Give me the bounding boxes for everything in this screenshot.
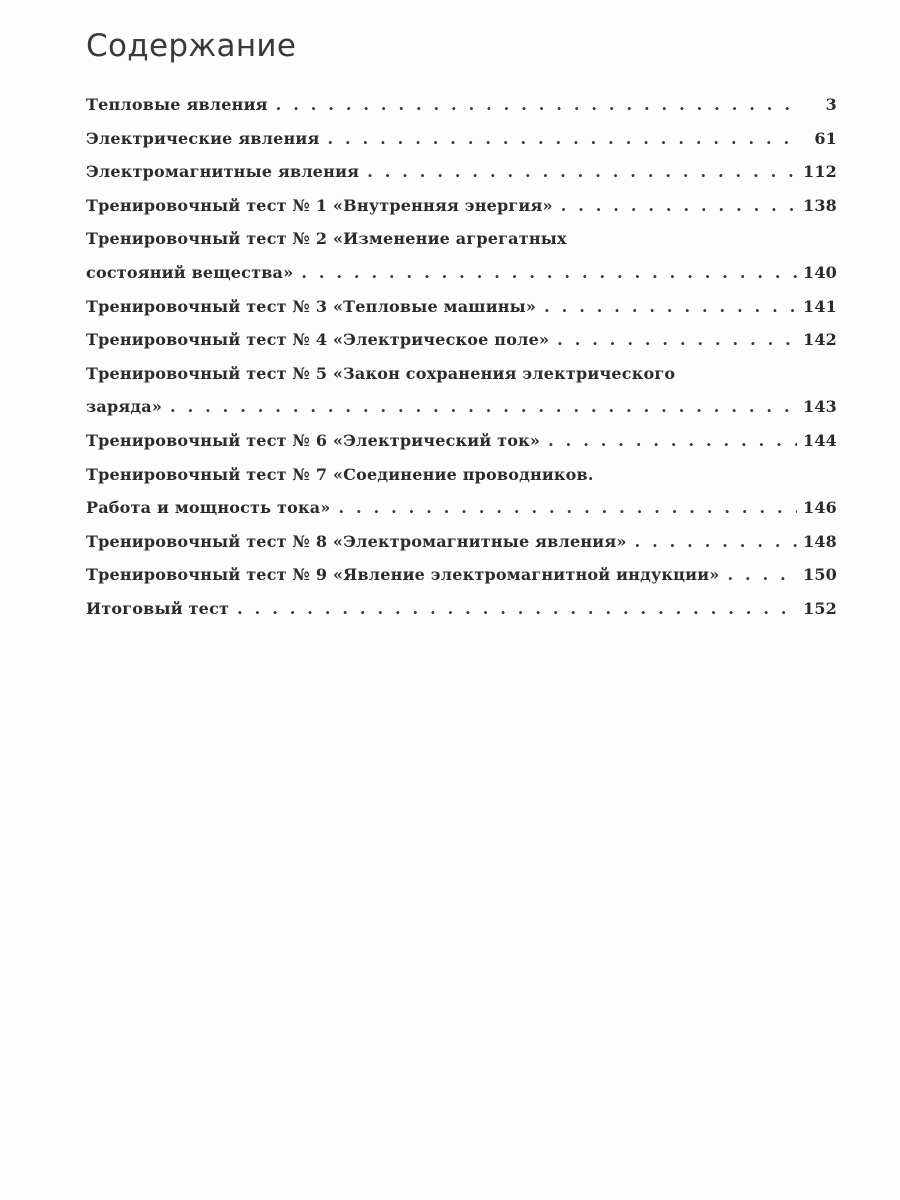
toc-entry-line-first (86, 357, 837, 391)
toc-entry-line (86, 290, 837, 324)
dot-leader (301, 256, 797, 290)
toc-page-number: 112 (803, 162, 837, 182)
dot-leader (548, 424, 797, 458)
toc-entry-title: Итоговый тест (86, 598, 230, 618)
dot-leader (276, 88, 801, 122)
toc-entry-title: Электрические явления (86, 128, 320, 148)
toc-entry-title: Тренировочный тест № 5 «Закон сохранения электрического (86, 363, 676, 383)
dot-leader (339, 491, 798, 525)
toc-entry (86, 290, 837, 324)
toc-entry-line (86, 88, 837, 122)
dot-leader (237, 592, 797, 626)
toc-entry-line (86, 558, 837, 592)
toc-entry-title-continued: Работа и мощность тока» (86, 498, 331, 518)
toc-entry-title: Тепловые явления (86, 95, 268, 114)
toc-page-number: 142 (803, 330, 837, 350)
toc-entry-line-first (86, 458, 837, 492)
toc-entry-title: Тренировочный тест № 2 «Изменение агрегатных (86, 229, 567, 249)
toc-entry (86, 88, 837, 122)
toc-entry-line (86, 189, 837, 223)
dot-leader (561, 189, 797, 223)
toc-entry (86, 458, 837, 525)
toc-entry (86, 323, 837, 357)
toc-page-number: 3 (825, 95, 837, 114)
page-title: Содержание (86, 28, 297, 64)
toc-entry-title-continued: заряда» (86, 397, 163, 417)
toc-page-number: 150 (803, 565, 837, 585)
toc-entry-line (86, 592, 837, 626)
dot-leader (557, 323, 797, 357)
toc-entry (86, 222, 837, 289)
toc-entry-line (86, 491, 837, 525)
toc-entry-title: Электромагнитные явления (86, 162, 360, 182)
toc-entry (86, 592, 837, 626)
toc-page-number: 61 (814, 128, 837, 148)
toc-entry-line (86, 390, 837, 424)
toc-entry (86, 424, 837, 458)
toc-entry (86, 525, 837, 559)
dot-leader (544, 290, 797, 324)
toc-entry (86, 357, 837, 424)
toc-entry-title-continued: состояний вещества» (86, 262, 294, 282)
toc-entry-line (86, 155, 837, 189)
toc-entry-line (86, 424, 837, 458)
toc-entry-line (86, 256, 837, 290)
dot-leader (728, 558, 797, 592)
toc-entry-line (86, 323, 837, 357)
table-of-contents (86, 88, 837, 626)
toc-entry-title: Тренировочный тест № 7 «Соединение проводников. (86, 464, 594, 484)
dot-leader (328, 122, 801, 156)
toc-entry-title: Тренировочный тест № 4 «Электрическое поле» (86, 330, 550, 350)
toc-page-number: 148 (803, 531, 837, 551)
toc-entry (86, 122, 837, 156)
toc-page-number: 152 (803, 598, 837, 618)
dot-leader (367, 155, 797, 189)
toc-entry-title: Тренировочный тест № 1 «Внутренняя энергия» (86, 195, 553, 215)
toc-entry (86, 558, 837, 592)
dot-leader (170, 390, 797, 424)
toc-entry-title: Тренировочный тест № 6 «Электрический ток» (86, 430, 541, 450)
toc-entry-title: Тренировочный тест № 8 «Электромагнитные явления» (86, 531, 627, 551)
toc-entry-line (86, 122, 837, 156)
toc-page-number: 144 (803, 430, 837, 450)
toc-entry-title: Тренировочный тест № 9 «Явление электромагнитной индукции» (86, 565, 720, 585)
toc-page-number: 140 (803, 262, 837, 282)
dot-leader (635, 525, 797, 559)
toc-page-number: 141 (803, 296, 837, 316)
toc-entry-title: Тренировочный тест № 3 «Тепловые машины» (86, 296, 537, 316)
toc-page-number: 138 (803, 195, 837, 215)
toc-entry-line (86, 525, 837, 559)
toc-entry-line-first (86, 222, 837, 256)
toc-entry (86, 155, 837, 189)
toc-page-number: 143 (803, 397, 837, 417)
toc-entry (86, 189, 837, 223)
toc-page-number: 146 (803, 498, 837, 518)
